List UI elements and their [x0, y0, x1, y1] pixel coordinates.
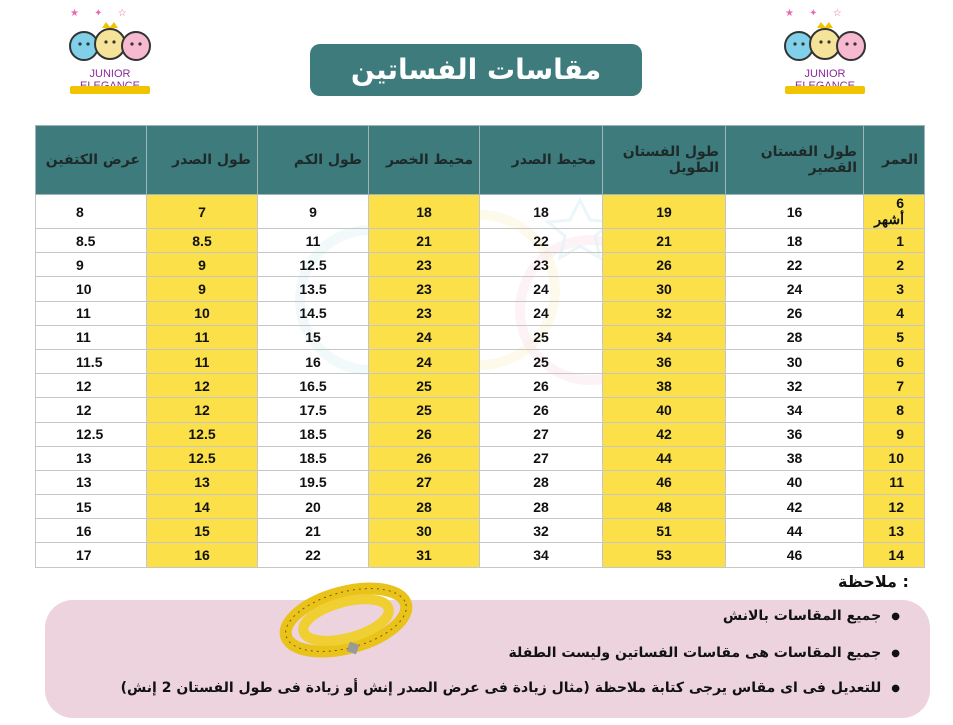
cell-chest-length: 15 — [147, 519, 258, 543]
cell-shoulder-width: 11 — [36, 301, 147, 325]
cell-chest-length: 7 — [147, 195, 258, 229]
brand-logo-right — [775, 8, 875, 103]
cell-waist: 27 — [369, 470, 480, 494]
cell-sleeve-length: 22 — [258, 543, 369, 567]
cell-chest: 22 — [480, 229, 603, 253]
cell-chest: 23 — [480, 253, 603, 277]
cell-waist: 26 — [369, 446, 480, 470]
cell-chest-length: 13 — [147, 470, 258, 494]
cell-age: 1 — [864, 229, 925, 253]
cell-short-dress-length: 38 — [726, 446, 864, 470]
cell-age: 5 — [864, 325, 925, 349]
cell-sleeve-length: 17.5 — [258, 398, 369, 422]
table-row — [36, 398, 925, 422]
table-row — [36, 446, 925, 470]
cell-shoulder-width: 9 — [36, 253, 147, 277]
brand-name: JUNIOR — [89, 68, 131, 80]
cell-chest: 32 — [480, 519, 603, 543]
table-row — [36, 495, 925, 519]
cell-chest: 25 — [480, 349, 603, 373]
notes-box — [45, 600, 930, 718]
cell-short-dress-length: 36 — [726, 422, 864, 446]
cell-chest: 24 — [480, 277, 603, 301]
cell-long-dress-length: 26 — [603, 253, 726, 277]
cell-sleeve-length: 9 — [258, 195, 369, 229]
cell-sleeve-length: 14.5 — [258, 301, 369, 325]
header-sleeve-length: طول الكم — [258, 126, 369, 195]
cell-age: 6 — [864, 349, 925, 373]
cell-short-dress-length: 26 — [726, 301, 864, 325]
cell-short-dress-length: 16 — [726, 195, 864, 229]
table-row — [36, 301, 925, 325]
cell-age: 6 أشهر — [864, 195, 925, 229]
cell-age: 12 — [864, 495, 925, 519]
cell-sleeve-length: 18.5 — [258, 422, 369, 446]
cell-age: 13 — [864, 519, 925, 543]
cell-waist: 25 — [369, 374, 480, 398]
cell-sleeve-length: 13.5 — [258, 277, 369, 301]
table-row — [36, 325, 925, 349]
cell-age: 3 — [864, 277, 925, 301]
cell-sleeve-length: 16 — [258, 349, 369, 373]
table-row — [36, 195, 925, 229]
cell-chest-length: 11 — [147, 349, 258, 373]
cell-sleeve-length: 16.5 — [258, 374, 369, 398]
cell-long-dress-length: 40 — [603, 398, 726, 422]
note-item: ● جميع المقاسات هى مقاسات الفساتين وليست الطفلة — [509, 645, 900, 661]
cell-chest-length: 12.5 — [147, 422, 258, 446]
cell-sleeve-length: 15 — [258, 325, 369, 349]
cell-age: 14 — [864, 543, 925, 567]
cell-long-dress-length: 51 — [603, 519, 726, 543]
cell-waist: 23 — [369, 253, 480, 277]
brand-logo-left — [60, 8, 160, 103]
header-age: العمر — [864, 126, 925, 195]
cell-long-dress-length: 36 — [603, 349, 726, 373]
cell-waist: 21 — [369, 229, 480, 253]
brand-name: JUNIOR — [804, 68, 846, 80]
cell-waist: 18 — [369, 195, 480, 229]
cell-chest: 26 — [480, 398, 603, 422]
table-row — [36, 349, 925, 373]
cell-chest: 28 — [480, 495, 603, 519]
table-row — [36, 277, 925, 301]
cell-short-dress-length: 22 — [726, 253, 864, 277]
cell-waist: 30 — [369, 519, 480, 543]
cell-shoulder-width: 17 — [36, 543, 147, 567]
cell-long-dress-length: 38 — [603, 374, 726, 398]
cell-waist: 23 — [369, 301, 480, 325]
cell-long-dress-length: 53 — [603, 543, 726, 567]
page-title: مقاسات الفساتين — [310, 44, 642, 96]
cell-shoulder-width: 13 — [36, 446, 147, 470]
cell-age: 11 — [864, 470, 925, 494]
cell-long-dress-length: 21 — [603, 229, 726, 253]
cell-shoulder-width: 11.5 — [36, 349, 147, 373]
cell-chest-length: 16 — [147, 543, 258, 567]
cell-chest: 25 — [480, 325, 603, 349]
cell-waist: 31 — [369, 543, 480, 567]
cell-chest-length: 12 — [147, 374, 258, 398]
header-short-dress-length: طول الفستان القصير — [726, 126, 864, 195]
cell-chest-length: 9 — [147, 277, 258, 301]
cell-chest: 18 — [480, 195, 603, 229]
cell-sleeve-length: 18.5 — [258, 446, 369, 470]
cell-age: 10 — [864, 446, 925, 470]
cell-chest-length: 11 — [147, 325, 258, 349]
cell-short-dress-length: 34 — [726, 398, 864, 422]
stars-decoration: ★ ✦ ☆ — [70, 8, 133, 19]
note-item: ● للتعديل فى اى مقاس يرجى كتابة ملاحظة (مثال زيادة فى عرض الصدر إنش أو زيادة فى طول الفستان 2 إنش) — [121, 680, 900, 696]
cell-chest-length: 14 — [147, 495, 258, 519]
cell-sleeve-length: 12.5 — [258, 253, 369, 277]
cell-chest-length: 12 — [147, 398, 258, 422]
cell-long-dress-length: 48 — [603, 495, 726, 519]
header-chest: محيط الصدر — [480, 126, 603, 195]
cell-sleeve-length: 19.5 — [258, 470, 369, 494]
cell-age: 7 — [864, 374, 925, 398]
cell-chest: 26 — [480, 374, 603, 398]
cell-sleeve-length: 20 — [258, 495, 369, 519]
stars-decoration: ★ ✦ ☆ — [785, 8, 848, 19]
table-row — [36, 470, 925, 494]
cell-shoulder-width: 11 — [36, 325, 147, 349]
table-row — [36, 519, 925, 543]
cell-long-dress-length: 32 — [603, 301, 726, 325]
cell-shoulder-width: 10 — [36, 277, 147, 301]
cell-waist: 25 — [369, 398, 480, 422]
cell-short-dress-length: 24 — [726, 277, 864, 301]
brand-strip — [785, 86, 865, 94]
kids-faces-icon — [68, 20, 152, 66]
size-table — [35, 125, 925, 568]
cell-sleeve-length: 11 — [258, 229, 369, 253]
cell-waist: 26 — [369, 422, 480, 446]
notes-title: ملاحظة : — [838, 572, 909, 591]
cell-long-dress-length: 34 — [603, 325, 726, 349]
cell-waist: 23 — [369, 277, 480, 301]
cell-waist: 24 — [369, 349, 480, 373]
cell-chest: 27 — [480, 422, 603, 446]
cell-long-dress-length: 44 — [603, 446, 726, 470]
cell-chest-length: 12.5 — [147, 446, 258, 470]
cell-short-dress-length: 32 — [726, 374, 864, 398]
brand-strip — [70, 86, 150, 94]
cell-age: 8 — [864, 398, 925, 422]
cell-shoulder-width: 12.5 — [36, 422, 147, 446]
header-chest-length: طول الصدر — [147, 126, 258, 195]
cell-chest: 34 — [480, 543, 603, 567]
cell-long-dress-length: 19 — [603, 195, 726, 229]
cell-chest-length: 9 — [147, 253, 258, 277]
note-item: ● جميع المقاسات بالانش — [723, 608, 900, 624]
cell-chest-length: 8.5 — [147, 229, 258, 253]
cell-short-dress-length: 46 — [726, 543, 864, 567]
kids-faces-icon — [783, 20, 867, 66]
cell-shoulder-width: 8.5 — [36, 229, 147, 253]
cell-short-dress-length: 42 — [726, 495, 864, 519]
cell-short-dress-length: 30 — [726, 349, 864, 373]
cell-short-dress-length: 44 — [726, 519, 864, 543]
cell-waist: 28 — [369, 495, 480, 519]
table-row — [36, 253, 925, 277]
header-long-dress-length: طول الفستان الطويل — [603, 126, 726, 195]
cell-short-dress-length: 40 — [726, 470, 864, 494]
cell-chest: 24 — [480, 301, 603, 325]
cell-age: 9 — [864, 422, 925, 446]
cell-chest-length: 10 — [147, 301, 258, 325]
header-shoulder-width: عرض الكتفين — [36, 126, 147, 195]
cell-age: 2 — [864, 253, 925, 277]
table-row — [36, 543, 925, 567]
cell-long-dress-length: 42 — [603, 422, 726, 446]
header-waist: محيط الخصر — [369, 126, 480, 195]
table-row — [36, 229, 925, 253]
cell-shoulder-width: 12 — [36, 398, 147, 422]
cell-shoulder-width: 15 — [36, 495, 147, 519]
cell-long-dress-length: 46 — [603, 470, 726, 494]
table-header-row — [36, 126, 925, 195]
cell-short-dress-length: 18 — [726, 229, 864, 253]
cell-sleeve-length: 21 — [258, 519, 369, 543]
cell-chest: 28 — [480, 470, 603, 494]
measuring-tape-icon — [276, 575, 416, 665]
cell-waist: 24 — [369, 325, 480, 349]
cell-age: 4 — [864, 301, 925, 325]
cell-short-dress-length: 28 — [726, 325, 864, 349]
table-row — [36, 422, 925, 446]
cell-chest: 27 — [480, 446, 603, 470]
cell-shoulder-width: 8 — [36, 195, 147, 229]
cell-shoulder-width: 12 — [36, 374, 147, 398]
cell-shoulder-width: 13 — [36, 470, 147, 494]
cell-long-dress-length: 30 — [603, 277, 726, 301]
table-row — [36, 374, 925, 398]
cell-shoulder-width: 16 — [36, 519, 147, 543]
